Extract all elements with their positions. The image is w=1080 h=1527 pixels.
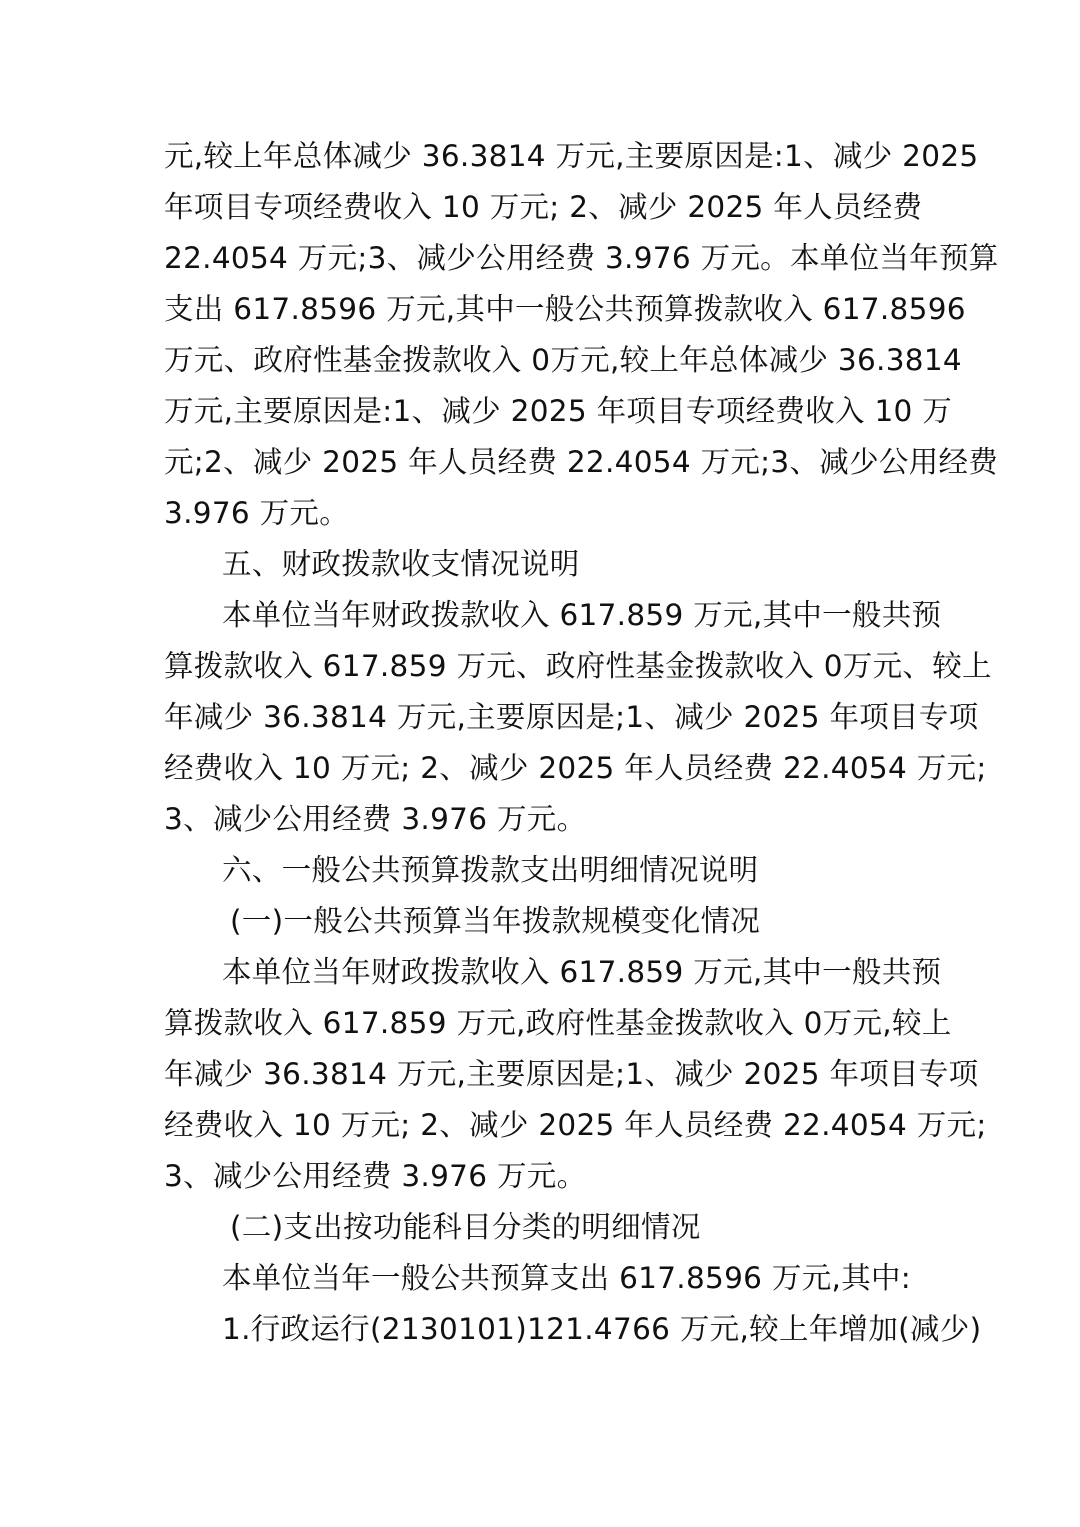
paragraph-line: 本单位当年财政拨款收入 617.859 万元,其中一般共预 — [222, 955, 942, 989]
paragraph-line: 3.976 万元。 — [164, 496, 350, 530]
paragraph-line: 万元、政府性基金拨款收入 0万元,较上年总体减少 36.3814 — [164, 343, 962, 377]
paragraph-line: 支出 617.8596 万元,其中一般公共预算拨款收入 617.8596 — [164, 292, 966, 326]
paragraph-line: 3、减少公用经费 3.976 万元。 — [164, 802, 587, 836]
paragraph-line: 年减少 36.3814 万元,主要原因是;1、减少 2025 年项目专项 — [164, 1057, 979, 1091]
paragraph-line: 22.4054 万元;3、减少公用经费 3.976 万元。本单位当年预算 — [164, 241, 999, 275]
paragraph-line: 年减少 36.3814 万元,主要原因是;1、减少 2025 年项目专项 — [164, 700, 979, 734]
paragraph-line: 经费收入 10 万元; 2、减少 2025 年人员经费 22.4054 万元; — [164, 751, 987, 785]
paragraph-line: 万元,主要原因是:1、减少 2025 年项目专项经费收入 10 万 — [164, 394, 953, 428]
paragraph-line: 元,较上年总体减少 36.3814 万元,主要原因是:1、减少 2025 — [164, 139, 979, 173]
paragraph-line: 本单位当年财政拨款收入 617.859 万元,其中一般共预 — [222, 598, 942, 632]
paragraph-line: 1.行政运行(2130101)121.4766 万元,较上年增加(减少) — [222, 1312, 982, 1346]
paragraph-line: 本单位当年一般公共预算支出 617.8596 万元,其中: — [222, 1261, 912, 1295]
paragraph-line: 算拨款收入 617.859 万元,政府性基金拨款收入 0万元,较上 — [164, 1006, 952, 1040]
section-heading-6: 六、一般公共预算拨款支出明细情况说明 — [222, 853, 759, 887]
section-heading-5: 五、财政拨款收支情况说明 — [222, 547, 580, 581]
paragraph-line: 年项目专项经费收入 10 万元; 2、减少 2025 年人员经费 — [164, 190, 923, 224]
subsection-heading-1: (一)一般公共预算当年拨款规模变化情况 — [230, 904, 761, 938]
paragraph-line: 算拨款收入 617.859 万元、政府性基金拨款收入 0万元、较上 — [164, 649, 992, 683]
subsection-heading-2: (二)支出按功能科目分类的明细情况 — [230, 1210, 701, 1244]
paragraph-line: 3、减少公用经费 3.976 万元。 — [164, 1159, 587, 1193]
paragraph-line: 元;2、减少 2025 年人员经费 22.4054 万元;3、减少公用经费 — [164, 445, 999, 479]
paragraph-line: 经费收入 10 万元; 2、减少 2025 年人员经费 22.4054 万元; — [164, 1108, 987, 1142]
